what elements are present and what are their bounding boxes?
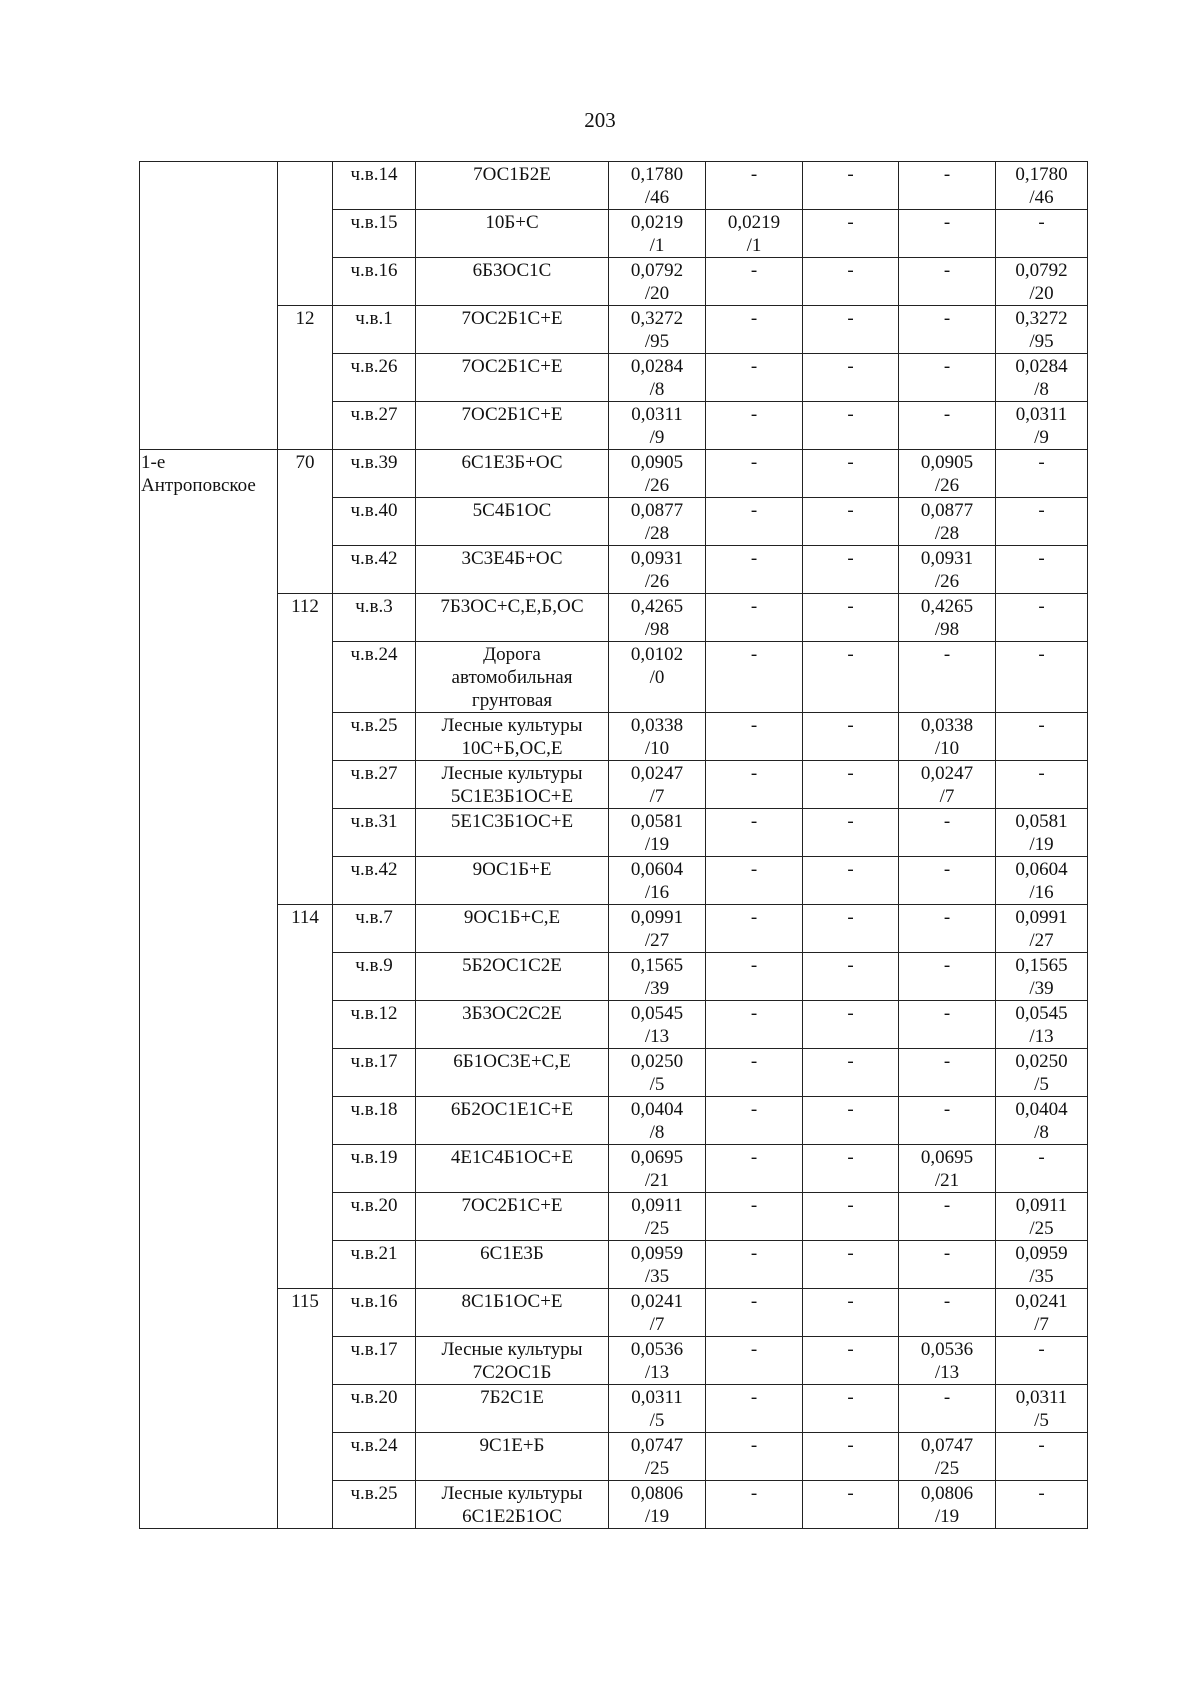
area-total-cell: 0,0311 /5	[609, 1385, 706, 1433]
area-total-cell: 0,1780 /46	[609, 162, 706, 210]
area-col2-cell: -	[803, 498, 899, 546]
unit-cell: ч.в.18	[333, 1097, 416, 1145]
area-col3-cell: 0,0905 /26	[899, 450, 996, 498]
area-col2-cell: -	[803, 809, 899, 857]
area-col1-cell: -	[706, 642, 803, 713]
composition-cell: 5Е1С3Б1ОС+Е	[416, 809, 609, 857]
area-col2-cell: -	[803, 953, 899, 1001]
area-col1-cell: -	[706, 1481, 803, 1529]
area-col3-cell: 0,0931 /26	[899, 546, 996, 594]
table-row	[140, 306, 1088, 354]
area-col1-cell: -	[706, 857, 803, 905]
area-col1-cell: -	[706, 1433, 803, 1481]
table-row	[140, 905, 1088, 953]
area-col3-cell: 0,4265 /98	[899, 594, 996, 642]
area-col3-cell: -	[899, 1385, 996, 1433]
composition-cell: Лесные культуры 6С1Е2Б1ОС	[416, 1481, 609, 1529]
area-total-cell: 0,0604 /16	[609, 857, 706, 905]
unit-cell: ч.в.17	[333, 1049, 416, 1097]
area-col4-cell: 0,3272 /95	[996, 306, 1088, 354]
area-col4-cell: 0,0792 /20	[996, 258, 1088, 306]
area-total-cell: 0,0792 /20	[609, 258, 706, 306]
unit-cell: ч.в.26	[333, 354, 416, 402]
area-col3-cell: -	[899, 857, 996, 905]
unit-cell: ч.в.12	[333, 1001, 416, 1049]
area-col4-cell: -	[996, 450, 1088, 498]
composition-cell: 10Б+С	[416, 210, 609, 258]
area-col4-cell: 0,0604 /16	[996, 857, 1088, 905]
forest-allotment-table	[139, 161, 1088, 1529]
composition-cell: 6Б2ОС1Е1С+Е	[416, 1097, 609, 1145]
composition-cell: 9ОС1Б+С,Е	[416, 905, 609, 953]
unit-cell: ч.в.27	[333, 402, 416, 450]
area-col2-cell: -	[803, 354, 899, 402]
composition-cell: 7ОС2Б1С+Е	[416, 354, 609, 402]
area-total-cell: 0,0404 /8	[609, 1097, 706, 1145]
area-col2-cell: -	[803, 210, 899, 258]
area-col2-cell: -	[803, 258, 899, 306]
area-col2-cell: -	[803, 306, 899, 354]
unit-cell: ч.в.14	[333, 162, 416, 210]
area-col1-cell: -	[706, 1145, 803, 1193]
area-col3-cell: -	[899, 162, 996, 210]
area-total-cell: 0,0536 /13	[609, 1337, 706, 1385]
area-total-cell: 0,0241 /7	[609, 1289, 706, 1337]
area-col3-cell: -	[899, 1193, 996, 1241]
area-col1-cell: -	[706, 761, 803, 809]
table-row	[140, 1289, 1088, 1337]
area-col4-cell: -	[996, 1145, 1088, 1193]
area-col1-cell: 0,0219 /1	[706, 210, 803, 258]
area-total-cell: 0,0102 /0	[609, 642, 706, 713]
area-total-cell: 0,0747 /25	[609, 1433, 706, 1481]
section-name-cell	[140, 162, 278, 450]
area-total-cell: 0,0959 /35	[609, 1241, 706, 1289]
area-col1-cell: -	[706, 905, 803, 953]
area-total-cell: 0,4265 /98	[609, 594, 706, 642]
area-col3-cell: -	[899, 905, 996, 953]
unit-cell: ч.в.40	[333, 498, 416, 546]
area-col4-cell: 0,0241 /7	[996, 1289, 1088, 1337]
area-col2-cell: -	[803, 1481, 899, 1529]
area-col3-cell: -	[899, 1241, 996, 1289]
area-total-cell: 0,0931 /26	[609, 546, 706, 594]
unit-cell: ч.в.16	[333, 1289, 416, 1337]
unit-cell: ч.в.15	[333, 210, 416, 258]
section-name-cell: 1-е Антроповское	[140, 450, 278, 1529]
area-col4-cell: -	[996, 713, 1088, 761]
area-col1-cell: -	[706, 354, 803, 402]
area-col2-cell: -	[803, 1289, 899, 1337]
unit-cell: ч.в.1	[333, 306, 416, 354]
area-col3-cell: -	[899, 1049, 996, 1097]
composition-cell: 5Б2ОС1С2Е	[416, 953, 609, 1001]
table-row	[140, 450, 1088, 498]
area-col2-cell: -	[803, 1145, 899, 1193]
composition-cell: 6С1Е3Б	[416, 1241, 609, 1289]
area-total-cell: 0,0695 /21	[609, 1145, 706, 1193]
area-col4-cell: 0,0284 /8	[996, 354, 1088, 402]
composition-cell: 7ОС1Б2Е	[416, 162, 609, 210]
area-col3-cell: -	[899, 1001, 996, 1049]
area-col1-cell: -	[706, 713, 803, 761]
area-col3-cell: -	[899, 809, 996, 857]
area-total-cell: 0,0991 /27	[609, 905, 706, 953]
area-col4-cell: -	[996, 1481, 1088, 1529]
area-col2-cell: -	[803, 162, 899, 210]
area-col3-cell: -	[899, 402, 996, 450]
table-row	[140, 162, 1088, 210]
composition-cell: Лесные культуры 7С2ОС1Б	[416, 1337, 609, 1385]
quarter-number-cell: 12	[278, 306, 333, 450]
area-col1-cell: -	[706, 1001, 803, 1049]
area-col2-cell: -	[803, 1097, 899, 1145]
area-col1-cell: -	[706, 1337, 803, 1385]
area-col4-cell: 0,1780 /46	[996, 162, 1088, 210]
composition-cell: 9С1Е+Б	[416, 1433, 609, 1481]
area-col4-cell: 0,0581 /19	[996, 809, 1088, 857]
composition-cell: 9ОС1Б+Е	[416, 857, 609, 905]
composition-cell: 7ОС2Б1С+Е	[416, 1193, 609, 1241]
area-col4-cell: 0,0911 /25	[996, 1193, 1088, 1241]
area-col2-cell: -	[803, 402, 899, 450]
unit-cell: ч.в.42	[333, 546, 416, 594]
area-col4-cell: -	[996, 498, 1088, 546]
quarter-number-cell: 114	[278, 905, 333, 1289]
area-col4-cell: 0,0250 /5	[996, 1049, 1088, 1097]
area-total-cell: 0,0284 /8	[609, 354, 706, 402]
area-col2-cell: -	[803, 594, 899, 642]
area-total-cell: 0,0581 /19	[609, 809, 706, 857]
area-col3-cell: 0,0695 /21	[899, 1145, 996, 1193]
unit-cell: ч.в.19	[333, 1145, 416, 1193]
area-col2-cell: -	[803, 905, 899, 953]
composition-cell: 6С1Е3Б+ОС	[416, 450, 609, 498]
composition-cell: 7ОС2Б1С+Е	[416, 402, 609, 450]
composition-cell: 3С3Е4Б+ОС	[416, 546, 609, 594]
area-col1-cell: -	[706, 546, 803, 594]
unit-cell: ч.в.7	[333, 905, 416, 953]
area-col1-cell: -	[706, 594, 803, 642]
composition-cell: 5С4Б1ОС	[416, 498, 609, 546]
area-col1-cell: -	[706, 498, 803, 546]
quarter-number-cell: 70	[278, 450, 333, 594]
area-col4-cell: 0,0991 /27	[996, 905, 1088, 953]
table-row	[140, 594, 1088, 642]
area-col4-cell: -	[996, 761, 1088, 809]
unit-cell: ч.в.21	[333, 1241, 416, 1289]
area-total-cell: 0,0545 /13	[609, 1001, 706, 1049]
area-col4-cell: -	[996, 594, 1088, 642]
area-col3-cell: -	[899, 354, 996, 402]
area-total-cell: 0,0338 /10	[609, 713, 706, 761]
area-col4-cell: -	[996, 210, 1088, 258]
area-total-cell: 0,3272 /95	[609, 306, 706, 354]
area-col4-cell: 0,1565 /39	[996, 953, 1088, 1001]
area-col3-cell: 0,0806 /19	[899, 1481, 996, 1529]
unit-cell: ч.в.39	[333, 450, 416, 498]
area-col3-cell: 0,0536 /13	[899, 1337, 996, 1385]
unit-cell: ч.в.9	[333, 953, 416, 1001]
unit-cell: ч.в.25	[333, 1481, 416, 1529]
area-col2-cell: -	[803, 761, 899, 809]
composition-cell: 7ОС2Б1С+Е	[416, 306, 609, 354]
area-col3-cell: -	[899, 258, 996, 306]
area-col2-cell: -	[803, 713, 899, 761]
area-col1-cell: -	[706, 1193, 803, 1241]
area-col2-cell: -	[803, 1433, 899, 1481]
area-col3-cell: 0,0747 /25	[899, 1433, 996, 1481]
area-col1-cell: -	[706, 1289, 803, 1337]
area-col4-cell: 0,0311 /9	[996, 402, 1088, 450]
area-col4-cell: 0,0404 /8	[996, 1097, 1088, 1145]
unit-cell: ч.в.42	[333, 857, 416, 905]
area-col1-cell: -	[706, 953, 803, 1001]
area-col3-cell: 0,0338 /10	[899, 713, 996, 761]
composition-cell: 6Б3ОС1С	[416, 258, 609, 306]
composition-cell: Лесные культуры 5С1Е3Б1ОС+Е	[416, 761, 609, 809]
composition-cell: 7Б3ОС+С,Е,Б,ОС	[416, 594, 609, 642]
area-col3-cell: 0,0877 /28	[899, 498, 996, 546]
quarter-number-cell	[278, 162, 333, 306]
area-col2-cell: -	[803, 1001, 899, 1049]
area-col1-cell: -	[706, 1385, 803, 1433]
quarter-number-cell: 112	[278, 594, 333, 905]
unit-cell: ч.в.3	[333, 594, 416, 642]
area-col2-cell: -	[803, 1049, 899, 1097]
area-col3-cell: -	[899, 642, 996, 713]
unit-cell: ч.в.31	[333, 809, 416, 857]
area-col4-cell: 0,0311 /5	[996, 1385, 1088, 1433]
quarter-number-cell: 115	[278, 1289, 333, 1529]
area-total-cell: 0,0806 /19	[609, 1481, 706, 1529]
area-col2-cell: -	[803, 1385, 899, 1433]
area-total-cell: 0,0247 /7	[609, 761, 706, 809]
unit-cell: ч.в.24	[333, 642, 416, 713]
unit-cell: ч.в.27	[333, 761, 416, 809]
area-col1-cell: -	[706, 306, 803, 354]
area-col1-cell: -	[706, 258, 803, 306]
composition-cell: 6Б1ОС3Е+С,Е	[416, 1049, 609, 1097]
area-col1-cell: -	[706, 1241, 803, 1289]
area-col2-cell: -	[803, 642, 899, 713]
area-col1-cell: -	[706, 1049, 803, 1097]
unit-cell: ч.в.17	[333, 1337, 416, 1385]
page-number: 203	[584, 108, 616, 132]
composition-cell: 8С1Б1ОС+Е	[416, 1289, 609, 1337]
area-total-cell: 0,0905 /26	[609, 450, 706, 498]
area-col2-cell: -	[803, 1241, 899, 1289]
area-col3-cell: -	[899, 306, 996, 354]
area-col4-cell: -	[996, 1337, 1088, 1385]
area-col4-cell: -	[996, 546, 1088, 594]
area-col3-cell: -	[899, 1289, 996, 1337]
area-total-cell: 0,1565 /39	[609, 953, 706, 1001]
area-col4-cell: -	[996, 642, 1088, 713]
area-total-cell: 0,0219 /1	[609, 210, 706, 258]
unit-cell: ч.в.24	[333, 1433, 416, 1481]
composition-cell: 7Б2С1Е	[416, 1385, 609, 1433]
area-total-cell: 0,0911 /25	[609, 1193, 706, 1241]
area-col2-cell: -	[803, 450, 899, 498]
unit-cell: ч.в.20	[333, 1193, 416, 1241]
composition-cell: Лесные культуры 10С+Б,ОС,Е	[416, 713, 609, 761]
area-total-cell: 0,0877 /28	[609, 498, 706, 546]
composition-cell: 4Е1С4Б1ОС+Е	[416, 1145, 609, 1193]
area-col2-cell: -	[803, 546, 899, 594]
composition-cell: 3Б3ОС2С2Е	[416, 1001, 609, 1049]
area-total-cell: 0,0311 /9	[609, 402, 706, 450]
area-col4-cell: 0,0959 /35	[996, 1241, 1088, 1289]
area-col1-cell: -	[706, 402, 803, 450]
area-col1-cell: -	[706, 450, 803, 498]
area-total-cell: 0,0250 /5	[609, 1049, 706, 1097]
area-col3-cell: -	[899, 210, 996, 258]
area-col3-cell: -	[899, 953, 996, 1001]
area-col2-cell: -	[803, 1193, 899, 1241]
unit-cell: ч.в.25	[333, 713, 416, 761]
area-col1-cell: -	[706, 162, 803, 210]
area-col3-cell: -	[899, 1097, 996, 1145]
unit-cell: ч.в.20	[333, 1385, 416, 1433]
unit-cell: ч.в.16	[333, 258, 416, 306]
area-col1-cell: -	[706, 1097, 803, 1145]
area-col4-cell: -	[996, 1433, 1088, 1481]
area-col1-cell: -	[706, 809, 803, 857]
area-col2-cell: -	[803, 1337, 899, 1385]
composition-cell: Дорога автомобильная грунтовая	[416, 642, 609, 713]
area-col2-cell: -	[803, 857, 899, 905]
area-col4-cell: 0,0545 /13	[996, 1001, 1088, 1049]
area-col3-cell: 0,0247 /7	[899, 761, 996, 809]
